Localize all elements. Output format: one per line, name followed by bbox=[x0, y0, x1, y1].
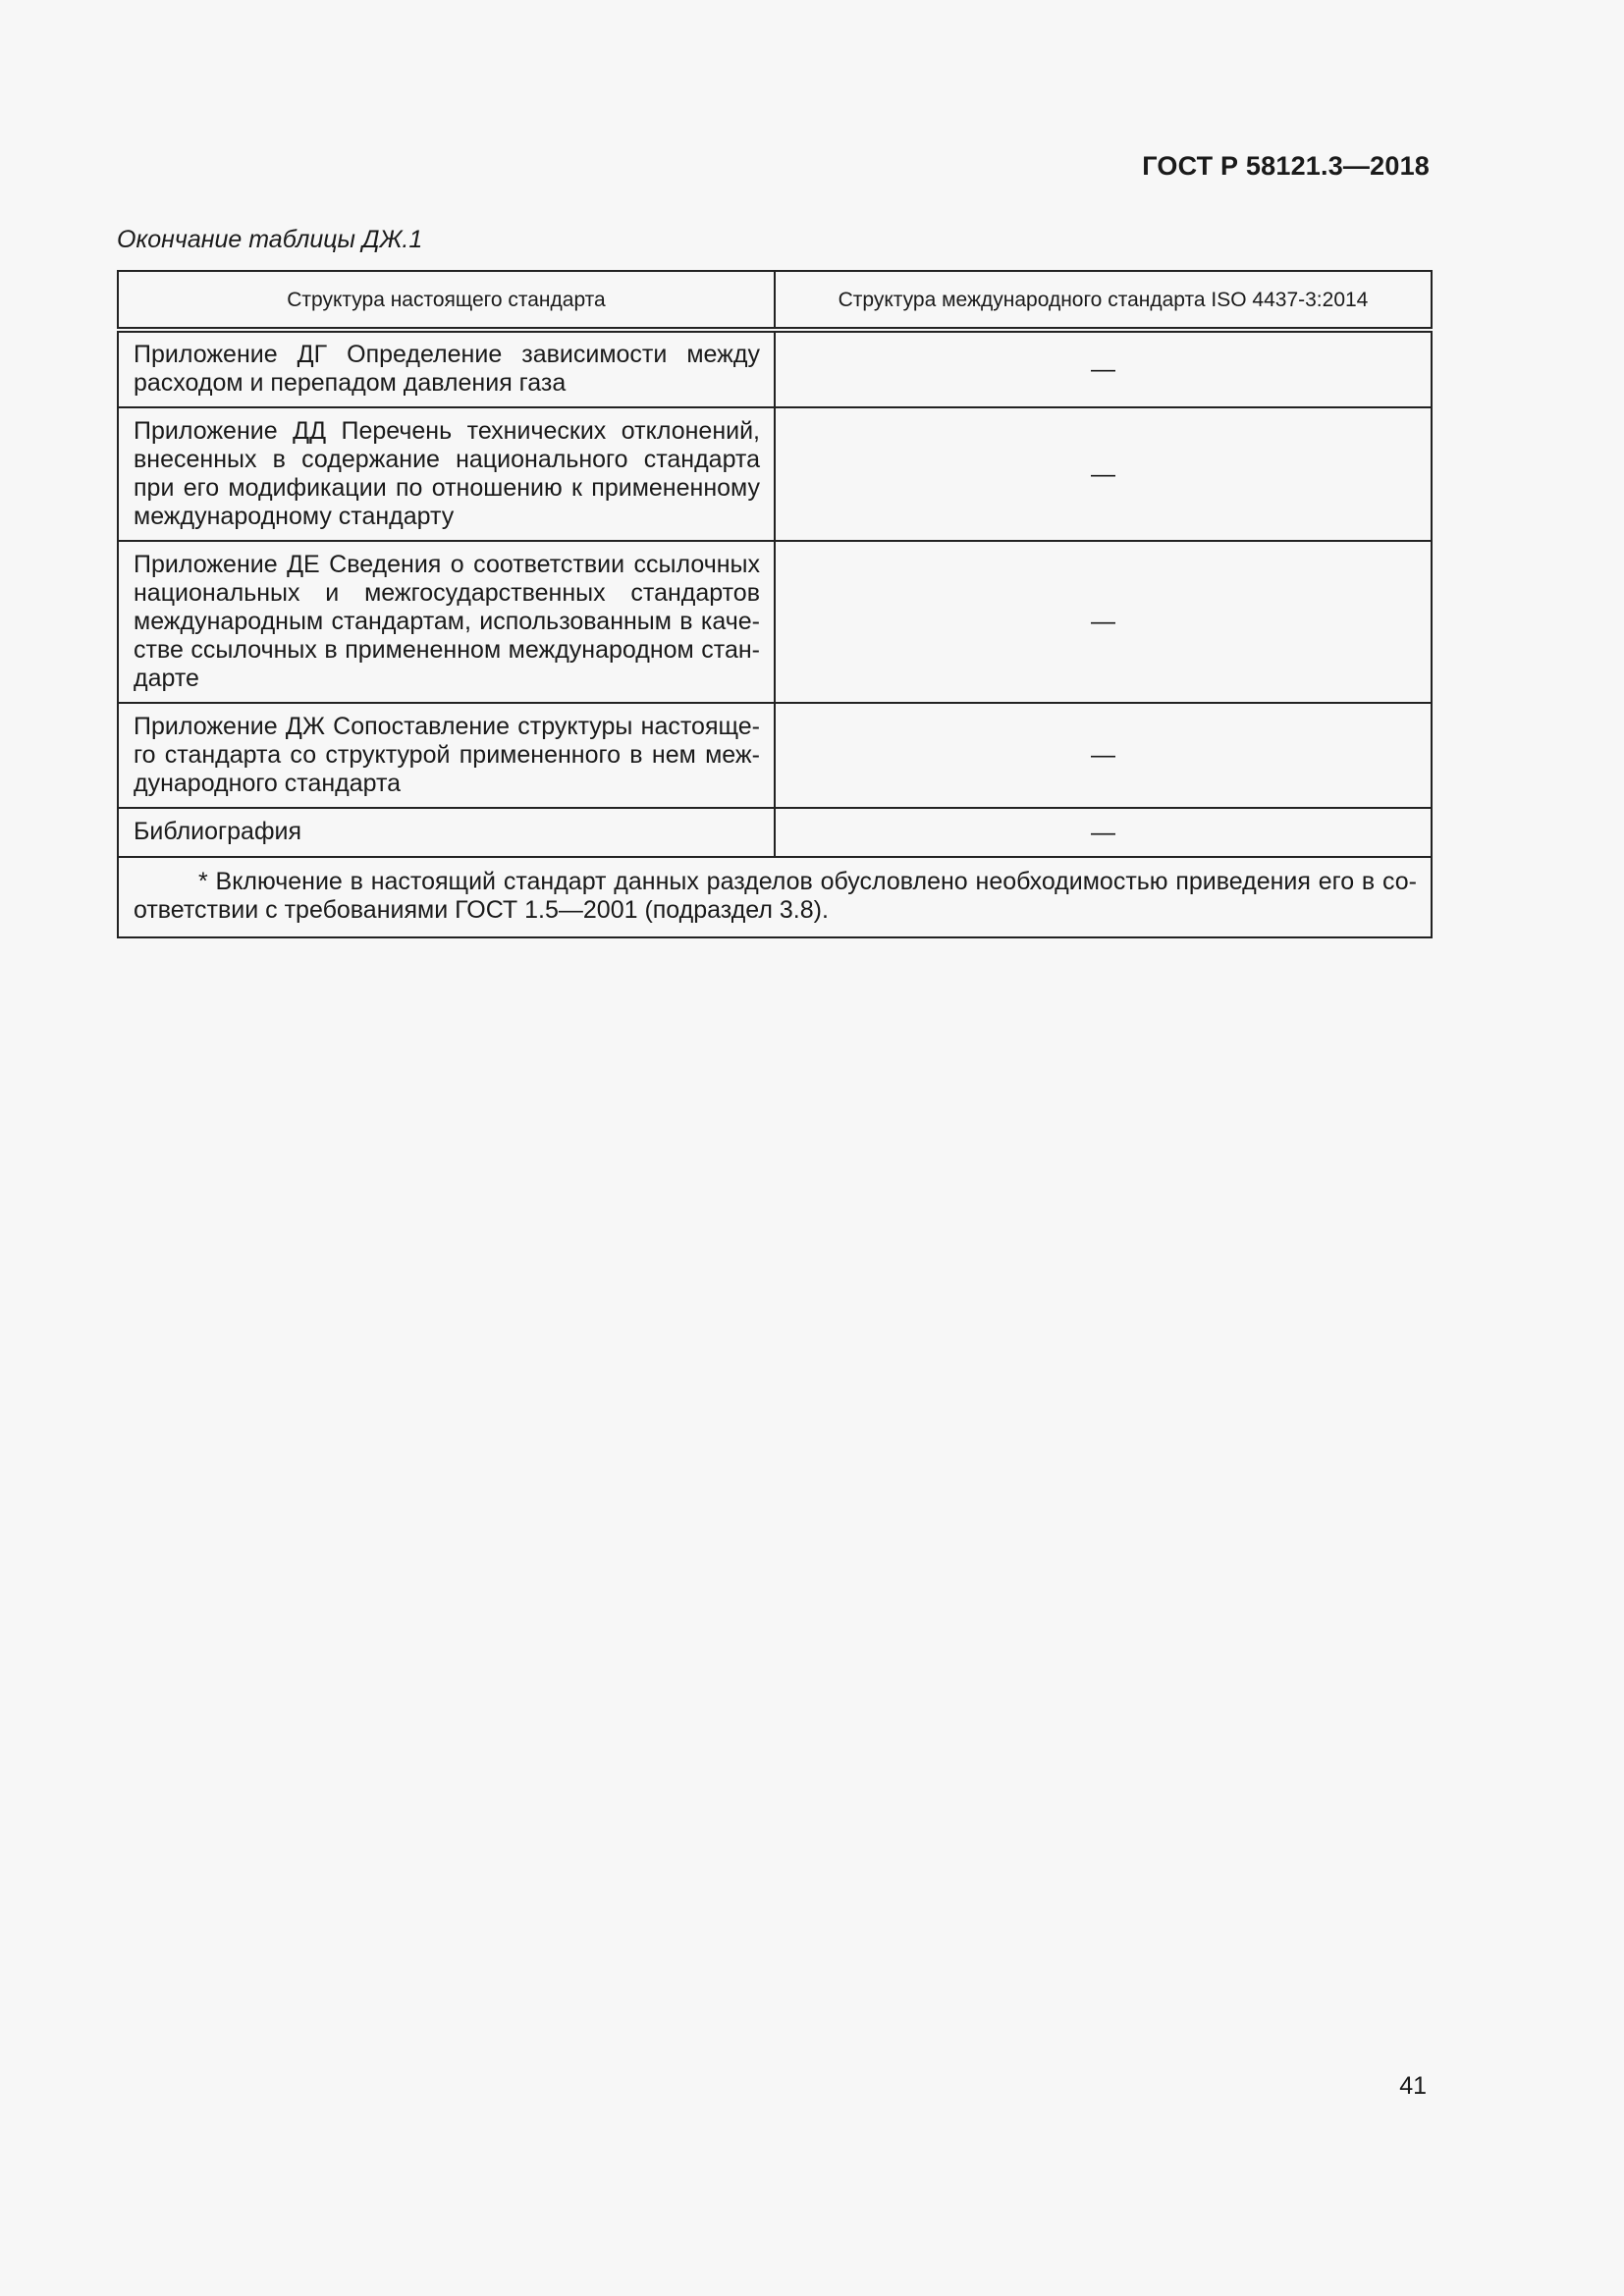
table-cell-international: — bbox=[775, 330, 1432, 407]
table-row bbox=[118, 407, 1432, 541]
table-cell-national: Приложение ДД Перечень технических отклонений, внесенных в содержание национального стандарта при его модификации по отношению к примененному международному стандарту bbox=[118, 407, 775, 541]
table-cell-national: Приложение ДЕ Сведения о соответствии ссылочных национальных и межгосударственных стандартов международным стандартам, использованным в качестве ссылочных в примененном международном стандарте bbox=[118, 541, 775, 703]
table-footnote-cell bbox=[118, 857, 1432, 937]
comparison-table bbox=[117, 270, 1431, 938]
page-number: 41 bbox=[1399, 2072, 1427, 2100]
column-header-national: Структура настоящего стандарта bbox=[118, 271, 775, 330]
table-cell-national: Библиография bbox=[118, 808, 775, 857]
table-cell-national: Приложение ДГ Определение зависимости между расходом и перепадом давления газа bbox=[118, 330, 775, 407]
structure-table bbox=[117, 270, 1433, 938]
table-caption: Окончание таблицы ДЖ.1 bbox=[117, 226, 423, 253]
table-row bbox=[118, 703, 1432, 808]
document-code: ГОСТ Р 58121.3—2018 bbox=[1142, 151, 1430, 181]
table-footnote: * Включение в настоящий стандарт данных разделов обусловлено необходимостью приведения его в соответствии с требованиями ГОСТ 1.5—2001 (подраздел 3.8). bbox=[134, 868, 1417, 924]
table-header-row bbox=[118, 271, 1432, 330]
table-cell-international: — bbox=[775, 703, 1432, 808]
table-footnote-row bbox=[118, 857, 1432, 937]
table-cell-international: — bbox=[775, 808, 1432, 857]
table-row bbox=[118, 541, 1432, 703]
table-cell-national: Приложение ДЖ Сопоставление структуры настоящего стандарта со структурой примененного в нем международного стандарта bbox=[118, 703, 775, 808]
table-row bbox=[118, 330, 1432, 407]
table-cell-international: — bbox=[775, 407, 1432, 541]
table-row bbox=[118, 808, 1432, 857]
table-cell-international: — bbox=[775, 541, 1432, 703]
column-header-international: Структура международного стандарта ISO 4437-3:2014 bbox=[775, 271, 1432, 330]
